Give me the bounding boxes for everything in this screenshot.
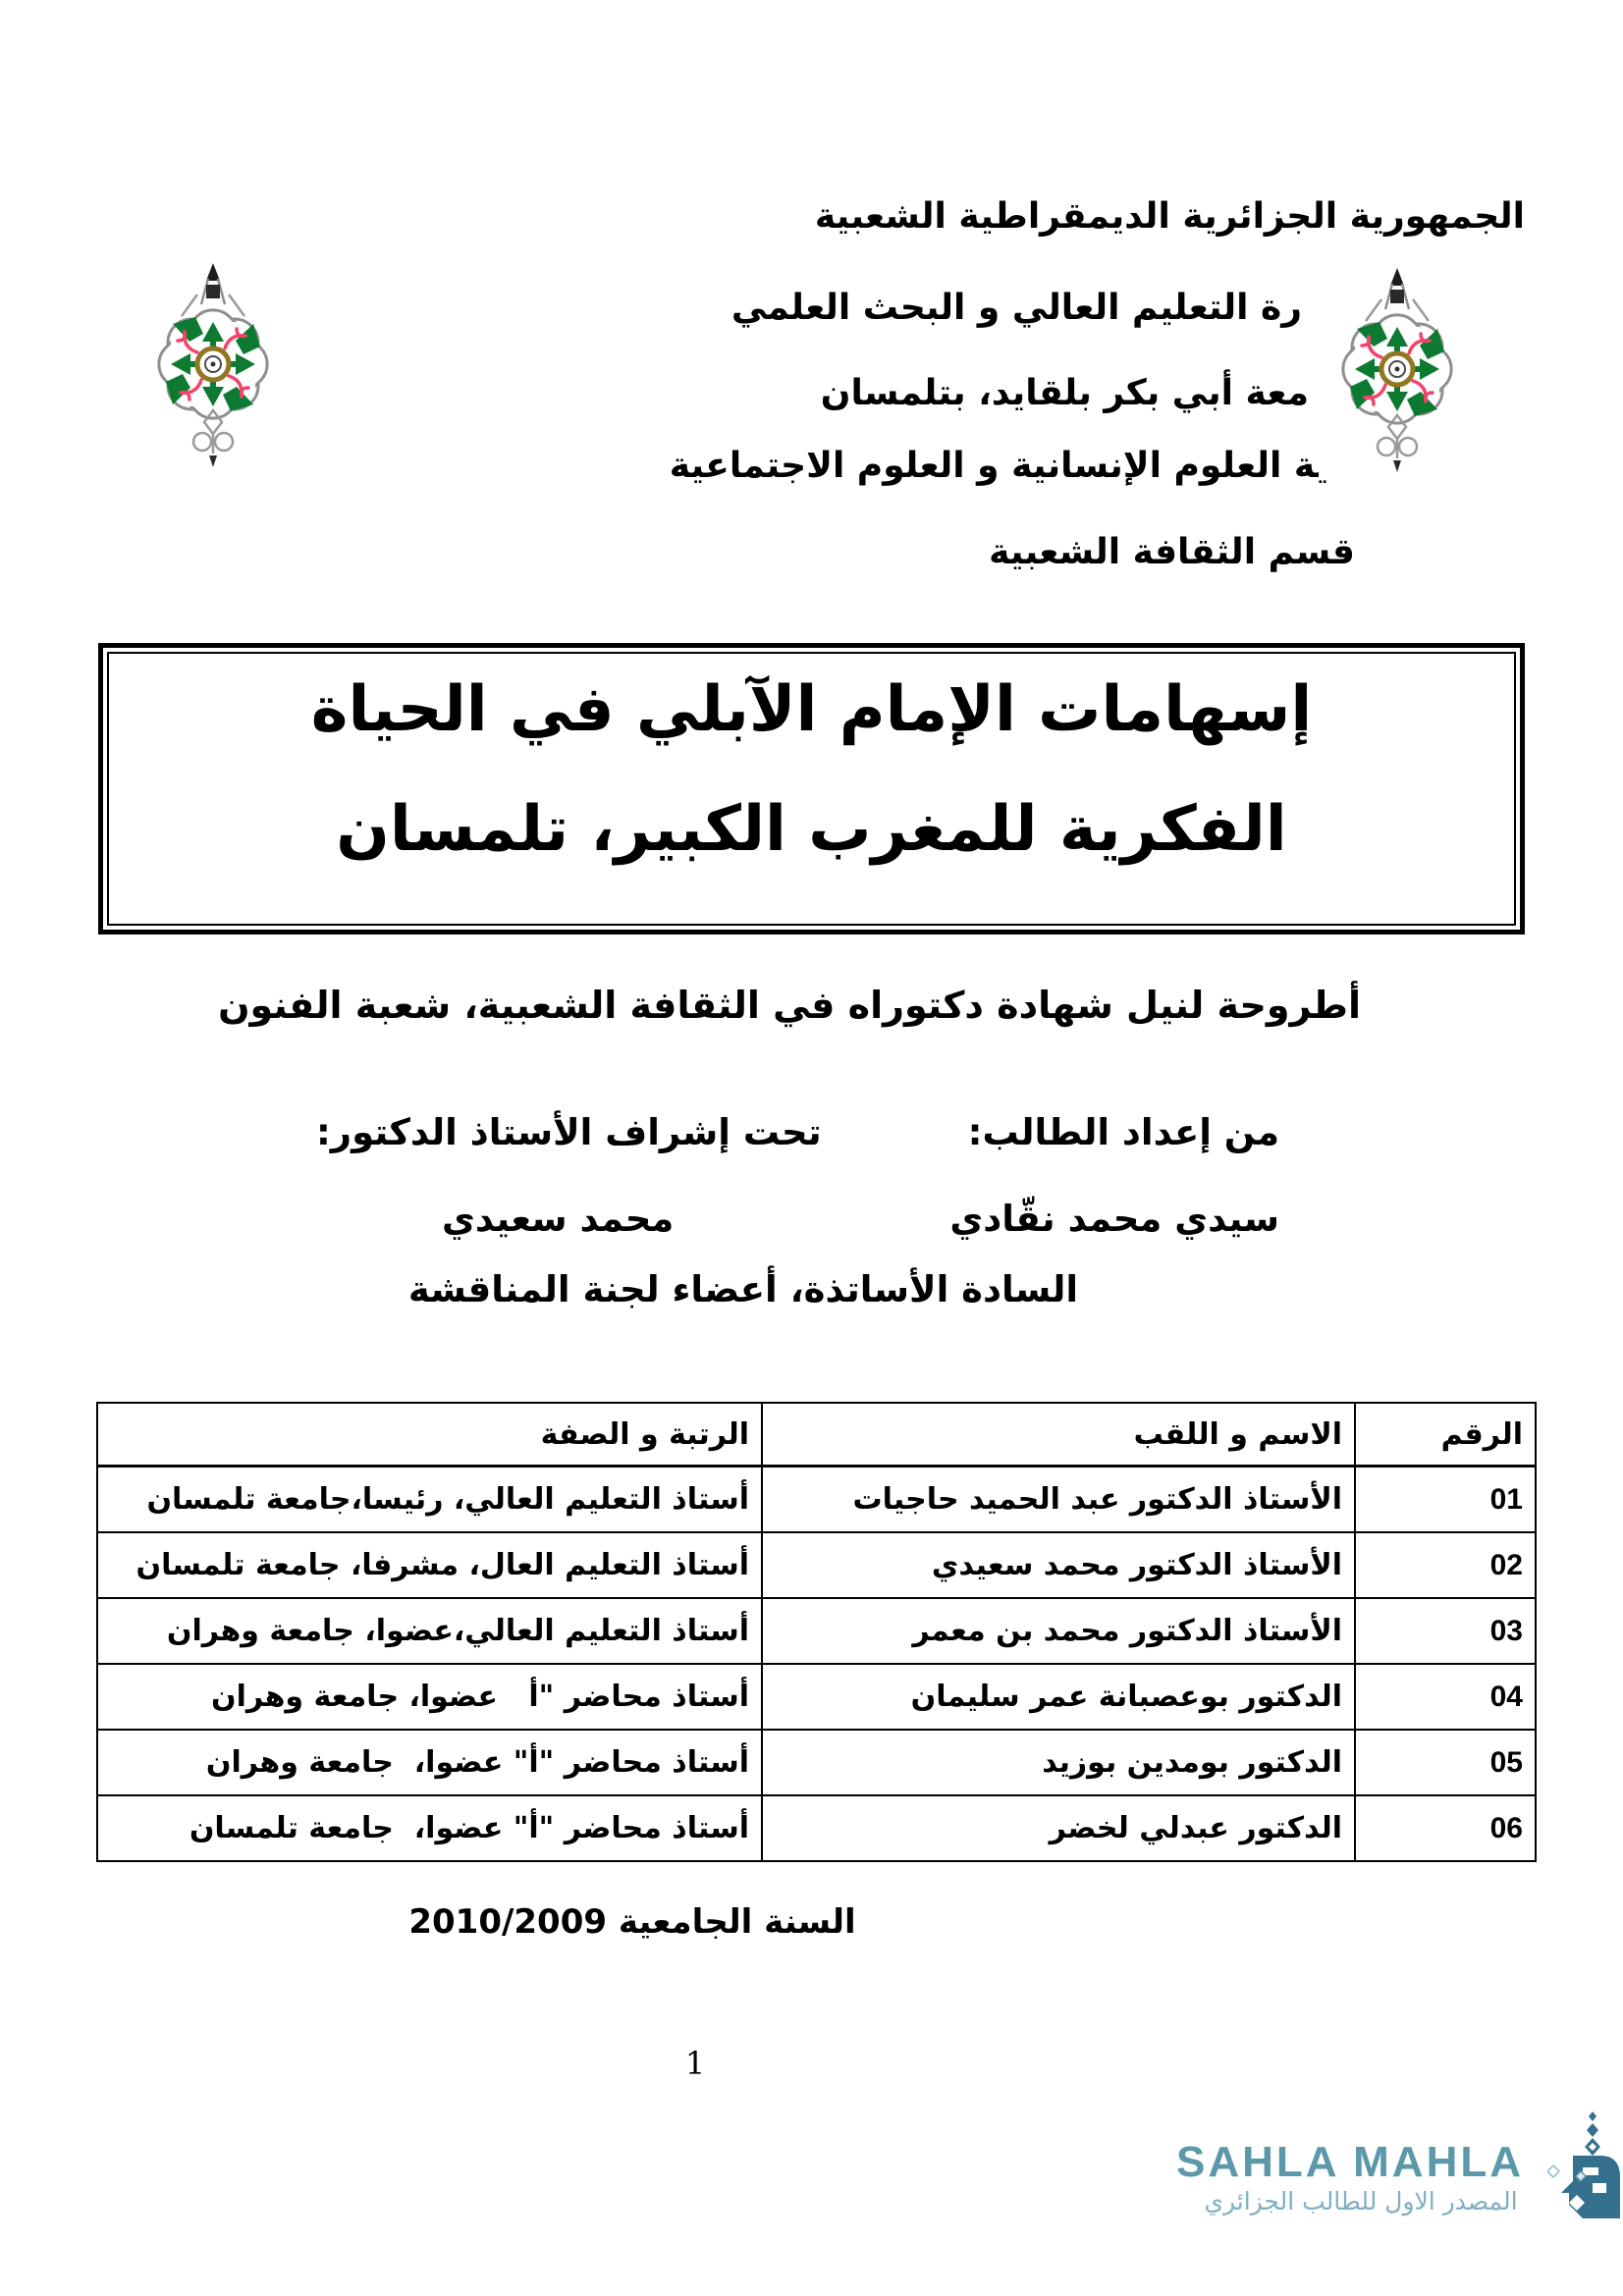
member-number: 03 <box>1355 1598 1536 1664</box>
watermark-tagline: المصدر الاول للطالب الجزائري <box>1204 2187 1518 2216</box>
member-number: 04 <box>1355 1664 1536 1730</box>
member-number: 02 <box>1355 1532 1536 1598</box>
watermark-brand-text: SAHLA MAHLA <box>1176 2138 1524 2186</box>
thesis-title-line-2: الفكرية للمغرب الكبير، تلمسان <box>336 793 1287 867</box>
member-rank: أستاذ التعليم العالي، رئيسا،جامعة تلمسان <box>97 1467 762 1533</box>
watermark-logo-icon <box>1547 2110 1623 2222</box>
member-name: الدكتور عبدلي لخضر <box>762 1795 1355 1861</box>
supervisor-label: تحت إشراف الأستاذ الدكتور: <box>316 1111 822 1153</box>
committee-table-header-row <box>97 1403 1536 1467</box>
student-name: سيدي محمد نقّادي <box>949 1198 1279 1240</box>
header-faculty-line: كلية العلوم الإنسانية و العلوم الاجتماعية <box>669 446 1365 486</box>
university-emblem-right-icon <box>1319 266 1476 477</box>
university-emblem-left-icon <box>135 261 292 472</box>
member-rank: أستاذ التعليم العال، مشرفا، جامعة تلمسان <box>97 1532 762 1598</box>
member-name: الأستاذ الدكتور محمد بن معمر <box>762 1598 1355 1664</box>
member-rank: أستاذ محاضر "أ" عضوا، جامعة تلمسان <box>97 1795 762 1861</box>
column-header-name: الاسم و اللقب <box>762 1403 1355 1467</box>
member-name: الأستاذ الدكتور عبد الحميد حاجيات <box>762 1467 1355 1533</box>
supervisor-name: محمد سعيدي <box>442 1198 675 1240</box>
member-name: الدكتور بومدين بوزيد <box>762 1730 1355 1795</box>
table-row <box>97 1730 1536 1795</box>
table-row <box>97 1467 1536 1533</box>
header-university-line: معة أبي بكر بلقايد، بتلمسان <box>820 373 1309 413</box>
committee-heading: السادة الأساتذة، أعضاء لجنة المناقشة <box>407 1268 1079 1310</box>
member-rank: أستاذ التعليم العالي،عضوا، جامعة وهران <box>97 1598 762 1664</box>
page-number: 1 <box>684 2045 706 2082</box>
thesis-title-box <box>98 643 1525 934</box>
table-row <box>97 1532 1536 1598</box>
committee-table <box>96 1402 1537 1862</box>
column-header-rank: الرتبة و الصفة <box>97 1403 762 1467</box>
thesis-subtitle: أطروحة لنيل شهادة دكتوراه في الثقافة الشعبية، شعبة الفنون <box>218 984 1361 1027</box>
member-number: 01 <box>1355 1467 1536 1533</box>
member-rank: أستاذ محاضر "أ" عضوا، جامعة وهران <box>97 1730 762 1795</box>
header-republic-line: الجمهورية الجزائرية الديمقراطية الشعبية <box>814 196 1525 237</box>
student-label: من إعداد الطالب: <box>967 1111 1279 1153</box>
table-row <box>97 1795 1536 1861</box>
thesis-title-line-1: إسهامات الإمام الآبلي في الحياة <box>310 673 1313 746</box>
table-row <box>97 1664 1536 1730</box>
column-header-number: الرقم <box>1355 1403 1536 1467</box>
member-name: الأستاذ الدكتور محمد سعيدي <box>762 1532 1355 1598</box>
member-number: 06 <box>1355 1795 1536 1861</box>
member-number: 05 <box>1355 1730 1536 1795</box>
header-department-line: قسم الثقافة الشعبية <box>989 532 1355 572</box>
member-rank: أستاذ محاضر "أ عضوا، جامعة وهران <box>97 1664 762 1730</box>
header-ministry-line: رة التعليم العالي و البحث العلمي <box>730 288 1302 328</box>
thesis-title-box-inner <box>107 652 1516 926</box>
table-row <box>97 1598 1536 1664</box>
academic-year: السنة الجامعية 2010/2009 <box>408 1902 856 1942</box>
member-name: الدكتور بوعصبانة عمر سليمان <box>762 1664 1355 1730</box>
